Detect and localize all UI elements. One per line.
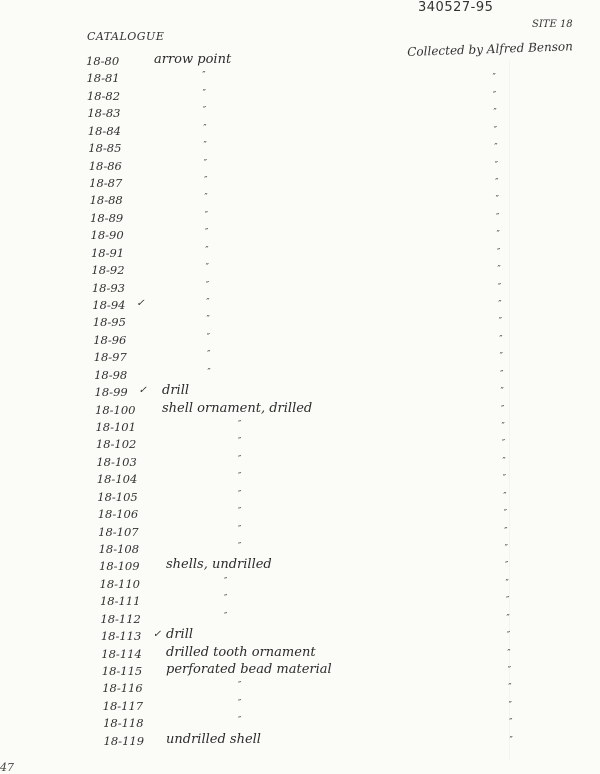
ditto-mark: ″ (501, 405, 504, 415)
page-number: 47 (0, 761, 14, 774)
list-item (0, 298, 600, 316)
list-item (0, 420, 600, 438)
ditto-mark: ″ (508, 701, 512, 711)
catalogue-number: 18-113 (100, 629, 142, 643)
catalogue-number: 18-95 (92, 315, 126, 329)
catalogue-number: 18-98 (94, 368, 128, 382)
list-item (0, 455, 600, 473)
ditto-mark: ″ (501, 439, 505, 449)
ditto-mark: ″ (204, 176, 207, 186)
list-item (0, 664, 600, 682)
ditto-mark: ″ (505, 579, 508, 589)
ditto-mark: ″ (495, 178, 498, 188)
list-item (0, 54, 600, 72)
list-item (0, 350, 600, 368)
ditto-mark: ″ (206, 315, 209, 325)
ditto-mark: ″ (509, 718, 512, 728)
list-item (0, 542, 600, 560)
catalogue-number: 18-100 (95, 403, 136, 417)
list-item (0, 681, 600, 699)
catalogue-number: 18-115 (101, 664, 143, 678)
ditto-mark: ″ (496, 213, 499, 223)
catalogue-number: 18-101 (95, 420, 136, 434)
ditto-mark: ″ (204, 211, 208, 221)
catalogue-number: 18-91 (90, 246, 125, 260)
ditto-mark: ″ (492, 73, 495, 83)
check-mark: ✓ (152, 629, 162, 640)
item-description: shell ornament, drilled (162, 401, 313, 416)
catalogue-number: 18-111 (99, 594, 141, 608)
ditto-mark: ″ (203, 124, 206, 134)
catalogue-number: 18-80 (86, 54, 120, 68)
ditto-mark: ″ (495, 195, 498, 205)
ditto-mark: ″ (224, 594, 227, 604)
ditto-mark: ″ (224, 577, 227, 587)
list-item (0, 281, 600, 299)
catalogue-number: 18-82 (86, 89, 121, 103)
list-item (0, 472, 600, 490)
ditto-mark: ″ (493, 108, 496, 118)
list-item (0, 315, 600, 333)
list-item (0, 612, 600, 630)
item-description: undrilled shell (166, 732, 261, 747)
item-description: drill (162, 383, 190, 398)
catalogue-number: 18-90 (90, 228, 124, 242)
ditto-mark: ″ (207, 368, 210, 378)
catalogue-number: 18-97 (93, 350, 127, 364)
ditto-mark: ″ (505, 561, 508, 571)
ditto-mark: ″ (502, 457, 505, 467)
list-item (0, 141, 600, 159)
item-description: arrow point (154, 52, 232, 67)
ditto-mark: ″ (497, 283, 501, 293)
catalogue-number: 18-86 (88, 159, 122, 173)
catalogue-number: 18-117 (102, 699, 144, 713)
ditto-mark: ″ (205, 228, 208, 238)
list-item (0, 246, 600, 264)
ditto-mark: ″ (507, 666, 511, 676)
catalogue-number: 18-83 (87, 106, 121, 120)
list-item (0, 734, 600, 752)
ditto-mark: ″ (238, 525, 241, 535)
ditto-mark: ″ (499, 352, 503, 362)
ditto-mark: ″ (238, 681, 241, 691)
catalogue-number: 18-118 (103, 716, 144, 730)
list-item (0, 507, 600, 525)
catalogue-number: 18-103 (96, 455, 137, 469)
list-item (0, 699, 600, 717)
catalogue-number: 18-105 (97, 490, 138, 504)
ditto-mark: ″ (224, 612, 227, 622)
ditto-mark: ″ (202, 71, 205, 81)
ditto-mark: ″ (504, 527, 507, 537)
ditto-mark: ″ (498, 300, 501, 310)
ditto-mark: ″ (207, 350, 210, 360)
ditto-mark: ″ (503, 492, 506, 502)
ditto-mark: ″ (206, 333, 210, 343)
catalogue-number: 18-108 (98, 542, 140, 556)
ditto-mark: ″ (238, 455, 241, 465)
ditto-mark: ″ (203, 141, 206, 151)
ditto-mark: ″ (238, 699, 241, 709)
item-description: shells, undrilled (166, 557, 272, 572)
ditto-mark: ″ (503, 509, 507, 519)
catalogue-number: 18-114 (101, 647, 142, 661)
ditto-mark: ″ (203, 159, 207, 169)
ditto-mark: ″ (506, 614, 509, 624)
ditto-mark: ″ (206, 298, 209, 308)
list-item (0, 124, 600, 142)
ditto-mark: ″ (500, 387, 503, 397)
ditto-mark: ″ (506, 631, 510, 641)
ditto-mark: ″ (496, 230, 499, 240)
catalogue-number: 18-93 (91, 281, 125, 295)
ditto-mark: ″ (507, 649, 510, 659)
ditto-mark: ″ (205, 263, 208, 273)
check-mark: ✓ (136, 298, 145, 309)
list-item (0, 89, 600, 107)
accession-number: 340527-95 (418, 0, 494, 15)
catalogue-number: 18-119 (103, 734, 145, 748)
ditto-mark: ″ (238, 716, 241, 726)
ditto-mark: ″ (501, 422, 504, 432)
catalogue-number: 18-109 (99, 559, 140, 573)
catalogue-number: 18-96 (93, 333, 127, 347)
catalogue-number: 18-92 (91, 263, 125, 277)
ditto-mark: ″ (204, 193, 207, 203)
catalogue-number: 18-99 (94, 385, 128, 399)
ditto-mark: ″ (502, 474, 506, 484)
ditto-mark: ″ (205, 281, 209, 291)
catalogue-number: 18-85 (88, 141, 122, 155)
ditto-mark: ″ (205, 246, 208, 256)
catalogue-number: 18-81 (86, 71, 120, 85)
catalogue-number: 18-106 (97, 507, 139, 521)
list-item (0, 437, 600, 455)
item-description: drill (166, 627, 194, 642)
list-item (0, 228, 600, 246)
list-item (0, 71, 600, 89)
ditto-mark: ″ (238, 490, 241, 500)
item-description: drilled tooth ornament (166, 645, 316, 660)
list-item (0, 490, 600, 508)
list-item (0, 333, 600, 351)
catalogue-number: 18-104 (96, 472, 138, 486)
ditto-mark: ″ (202, 89, 205, 99)
ditto-mark: ″ (492, 91, 496, 101)
catalogue-number: 18-94 (92, 298, 126, 312)
list-item (0, 211, 600, 229)
ditto-mark: ″ (496, 248, 500, 258)
list-item (0, 159, 600, 177)
list-item (0, 559, 600, 577)
list-item (0, 594, 600, 612)
ditto-mark: ″ (238, 437, 241, 447)
catalogue-number: 18-89 (90, 211, 124, 225)
list-item (0, 176, 600, 194)
catalogue-number: 18-116 (102, 681, 143, 695)
ditto-mark: ″ (494, 143, 497, 153)
item-description: perforated bead material (166, 662, 332, 677)
ditto-mark: ″ (238, 420, 241, 430)
list-item (0, 368, 600, 386)
list-item (0, 403, 600, 421)
ditto-mark: ″ (493, 126, 497, 136)
catalogue-number: 18-84 (87, 124, 121, 138)
check-mark: ✓ (138, 385, 147, 396)
ditto-mark: ″ (504, 544, 507, 554)
list-item (0, 577, 600, 595)
ditto-mark: ″ (499, 335, 502, 345)
catalogue-number: 18-87 (89, 176, 123, 190)
catalogue-number: 18-102 (95, 437, 137, 451)
catalogue-number: 18-107 (98, 525, 139, 539)
site-label: SITE 18 (532, 19, 573, 30)
catalogue-number: 18-110 (99, 577, 140, 591)
collector-note: Collected by Alfred Benson (407, 39, 574, 59)
ditto-mark: ″ (500, 370, 503, 380)
list-item (0, 716, 600, 734)
catalogue-heading: CATALOGUE (87, 30, 165, 43)
ditto-mark: ″ (508, 683, 511, 693)
list-item (0, 193, 600, 211)
ditto-mark: ″ (238, 472, 241, 482)
ditto-mark: ″ (497, 265, 500, 275)
ditto-mark: ″ (202, 106, 206, 116)
list-item (0, 525, 600, 543)
list-item (0, 106, 600, 124)
catalogue-number: 18-88 (89, 193, 123, 207)
catalogue-number: 18-112 (100, 612, 141, 626)
ditto-mark: ″ (238, 542, 241, 552)
ditto-mark: ″ (509, 736, 512, 746)
ditto-mark: ″ (498, 317, 502, 327)
list-item (0, 263, 600, 281)
ditto-mark: ″ (494, 161, 498, 171)
ditto-mark: ″ (238, 507, 241, 517)
ditto-mark: ″ (505, 596, 509, 606)
